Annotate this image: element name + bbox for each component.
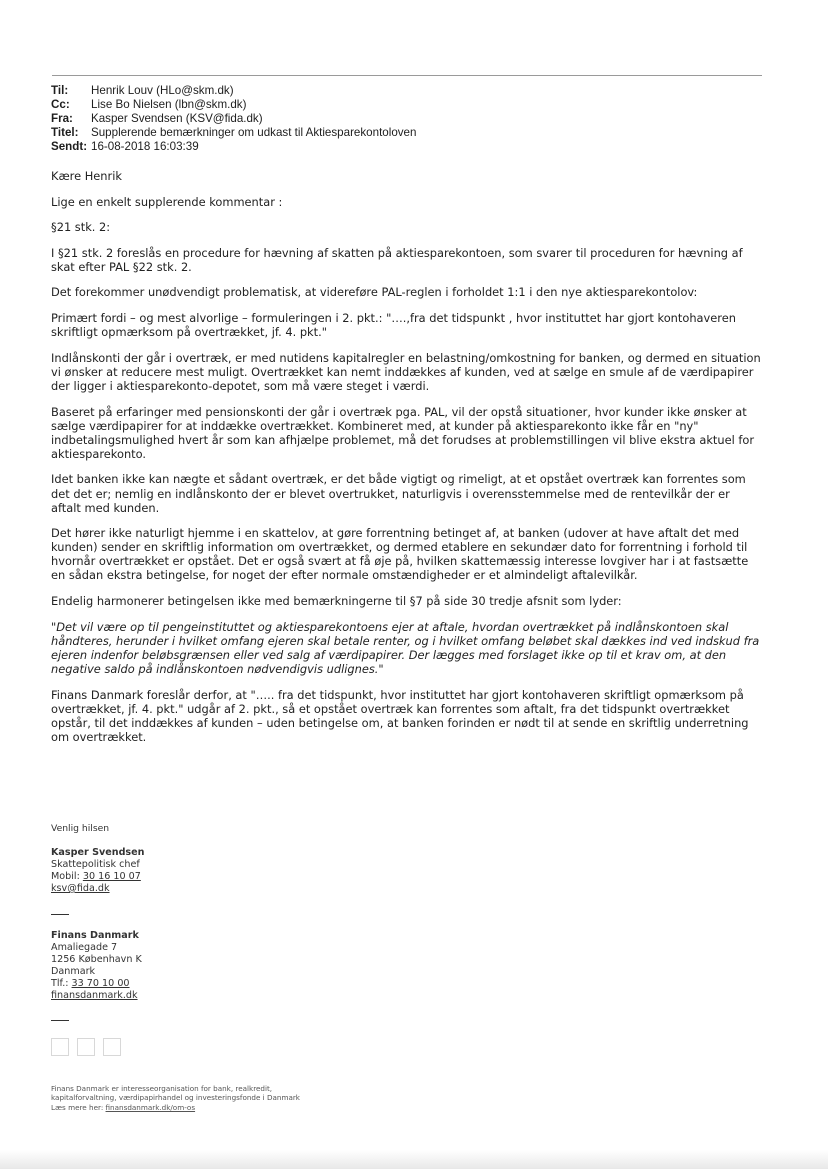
footer-line-1: Finans Danmark er interesseorganisation for bank, realkredit, <box>51 1084 273 1093</box>
subject-value: Supplerende bemærkninger om udkast til Aktiesparekontoloven <box>91 126 417 139</box>
sender-name: Kasper Svendsen <box>51 847 145 858</box>
greeting: Kære Henrik <box>51 169 122 183</box>
email-header <box>51 84 416 154</box>
sender-mobile <box>51 871 144 883</box>
mobile-link[interactable]: 30 16 10 07 <box>82 871 141 882</box>
email-body <box>51 169 763 755</box>
org-street: Amaliegade 7 <box>51 942 118 953</box>
sender-email-link[interactable]: ksv@fida.dk <box>51 883 110 894</box>
footer-disclaimer <box>51 1084 300 1112</box>
cc-label: Cc: <box>51 98 70 111</box>
cc-value: Lise Bo Nielsen (lbn@skm.dk) <box>91 98 247 111</box>
org-city: 1256 København K <box>51 954 142 965</box>
phone-label: Tlf.: <box>51 978 72 989</box>
section-heading: §21 stk. 2: <box>51 220 111 235</box>
signature-divider <box>51 914 69 915</box>
paragraph-9: Finans Danmark foreslår derfor, at "….. fra det tidspunkt, hvor instituttet har gjort kontohaveren skriftligt opmærksom på overtrækket, jf. 4. pkt." udgår af 2. pkt., så et opstået overtræk kan forrentes som aftalt, fra det tidspunkt overtrækket opstår, til det inddækkes af kunden – uden betingelse om, at banken forinden er nødt til at sende en skriftlig underretning om overtrækket. <box>51 687 749 744</box>
header-divider <box>52 75 762 76</box>
phone-link[interactable]: 33 70 10 00 <box>71 978 130 989</box>
footer-read-more: Læs mere her: <box>51 1102 106 1112</box>
footer-divider <box>51 1020 69 1021</box>
social-icon-3[interactable] <box>103 1038 121 1056</box>
from-label: Fra: <box>51 112 73 125</box>
paragraph-4: Indlånskonti der går i overtræk, er med nutidens kapitalregler en belastning/omkostning for banken, og dermed en situation vi ønsker at reducere mest muligt. Overtrækket kan nemt inddækkes af kunden, ved at sælge en smule af de værdipapirer der ligger i aktiesparekonto-depotet, som må være steget i værdi. <box>51 350 761 393</box>
cc-row <box>51 98 416 112</box>
scan-edge-shadow <box>0 1150 828 1169</box>
footer-line-3 <box>51 1103 300 1112</box>
sender-signature <box>51 847 144 895</box>
footer-about-link[interactable]: finansdanmark.dk/om-os <box>105 1102 196 1112</box>
social-icon-2[interactable] <box>77 1038 95 1056</box>
paragraph-5: Baseret på erfaringer med pensionskonti der går i overtræk pga. PAL, vil der opstå situationer, hvor kunder ikke ønsker at sælge værdipapirer for at inddække overtrækket. Kombineret med, at kunder på aktiesparekonto ikke får en "ny" indbetalingsmulighed hvert år som kan afhjælpe problemet, må det forudses at problemstillingen vil blive ekstra aktuel for aktiesparekonto. <box>51 404 755 461</box>
intro-paragraph: Lige en enkelt supplerende kommentar : <box>51 194 283 209</box>
to-label: Til: <box>51 84 69 97</box>
paragraph-1: I §21 stk. 2 foreslås en procedure for hævning af skatten på aktiesparekontoen, som svarer til proceduren for hævning af skat efter PAL §22 stk. 2. <box>51 245 743 274</box>
paragraph-6: Idet banken ikke kan nægte et sådant overtræk, er det både vigtigt og rimeligt, at et opstået overtræk kan forrentes som det det er; nemlig en indlånskonto der er blevet overtrukket, naturligvis i overensstemmelse med de rentevilkår der er aftalt med kunden. <box>51 472 746 515</box>
org-block <box>51 930 142 1002</box>
quoted-passage: "Det vil være op til pengeinstituttet og aktiesparekontoens ejer at aftale, hvordan overtrækket på indlånskontoen skal håndteres, herunder i hvilket omfang ejeren skal betale renter, og i hvilket omfang beløbet skal dækkes ind ved indskud fra ejeren indenfor beløbsgrænsen eller ved salg af værdipapirer. Der lægges med forslaget ikke op til et krav om, at den negative saldo på indlånskontoen nødvendigvis udlignes." <box>51 619 760 676</box>
paragraph-8: Endelig harmonerer betingelsen ikke med bemærkningerne til §7 på side 30 tredje afsnit som lyder: <box>51 594 622 609</box>
closing: Venlig hilsen <box>51 823 110 834</box>
social-icons <box>51 1038 121 1056</box>
paragraph-2: Det forekommer unødvendigt problematisk, at videreføre PAL-reglen i forholdet 1:1 i den nye aktiesparekontolov: <box>51 285 698 300</box>
org-name: Finans Danmark <box>51 930 139 941</box>
org-country: Danmark <box>51 966 96 977</box>
sent-label: Sendt: <box>51 140 88 153</box>
website-link[interactable]: finansdanmark.dk <box>51 990 138 1001</box>
subject-row <box>51 126 416 140</box>
to-row <box>51 84 416 98</box>
from-value: Kasper Svendsen (KSV@fida.dk) <box>91 112 263 125</box>
org-phone <box>51 978 142 990</box>
sent-value: 16-08-2018 16:03:39 <box>91 140 199 153</box>
sender-title: Skattepolitisk chef <box>51 859 140 870</box>
sent-row <box>51 140 416 154</box>
subject-label: Titel: <box>51 126 79 139</box>
from-row <box>51 112 416 126</box>
social-icon-1[interactable] <box>51 1038 69 1056</box>
paragraph-7: Det hører ikke naturligt hjemme i en skattelov, at gøre forrentning betinget af, at banken (udover at have aftalt det med kunden) sender en skriftlig information om overtrækket, og dermed etablere en sekundær dato for forrentning i forhold til hvornår overtrækket er opstået. Det er også svært at få øje på, hvilken skattemæssig interesse lovgiver har i at fastsætte en sådan ekstra betingelse, for noget der efter normale omstændigheder er et almindeligt aftalevilkår. <box>51 526 749 583</box>
mobile-label: Mobil: <box>51 871 83 882</box>
to-value: Henrik Louv (HLo@skm.dk) <box>91 84 234 97</box>
paragraph-3: Primært fordi – og mest alvorlige – formuleringen i 2. pkt.: "….,fra det tidspunkt , hvor instituttet har gjort kontohaveren skriftligt opmærksom på overtrækket, jf. 4. pkt." <box>51 311 736 340</box>
footer-line-2: kapitalforvaltning, værdipapirhandel og investeringsfonde i Danmark <box>51 1093 300 1103</box>
